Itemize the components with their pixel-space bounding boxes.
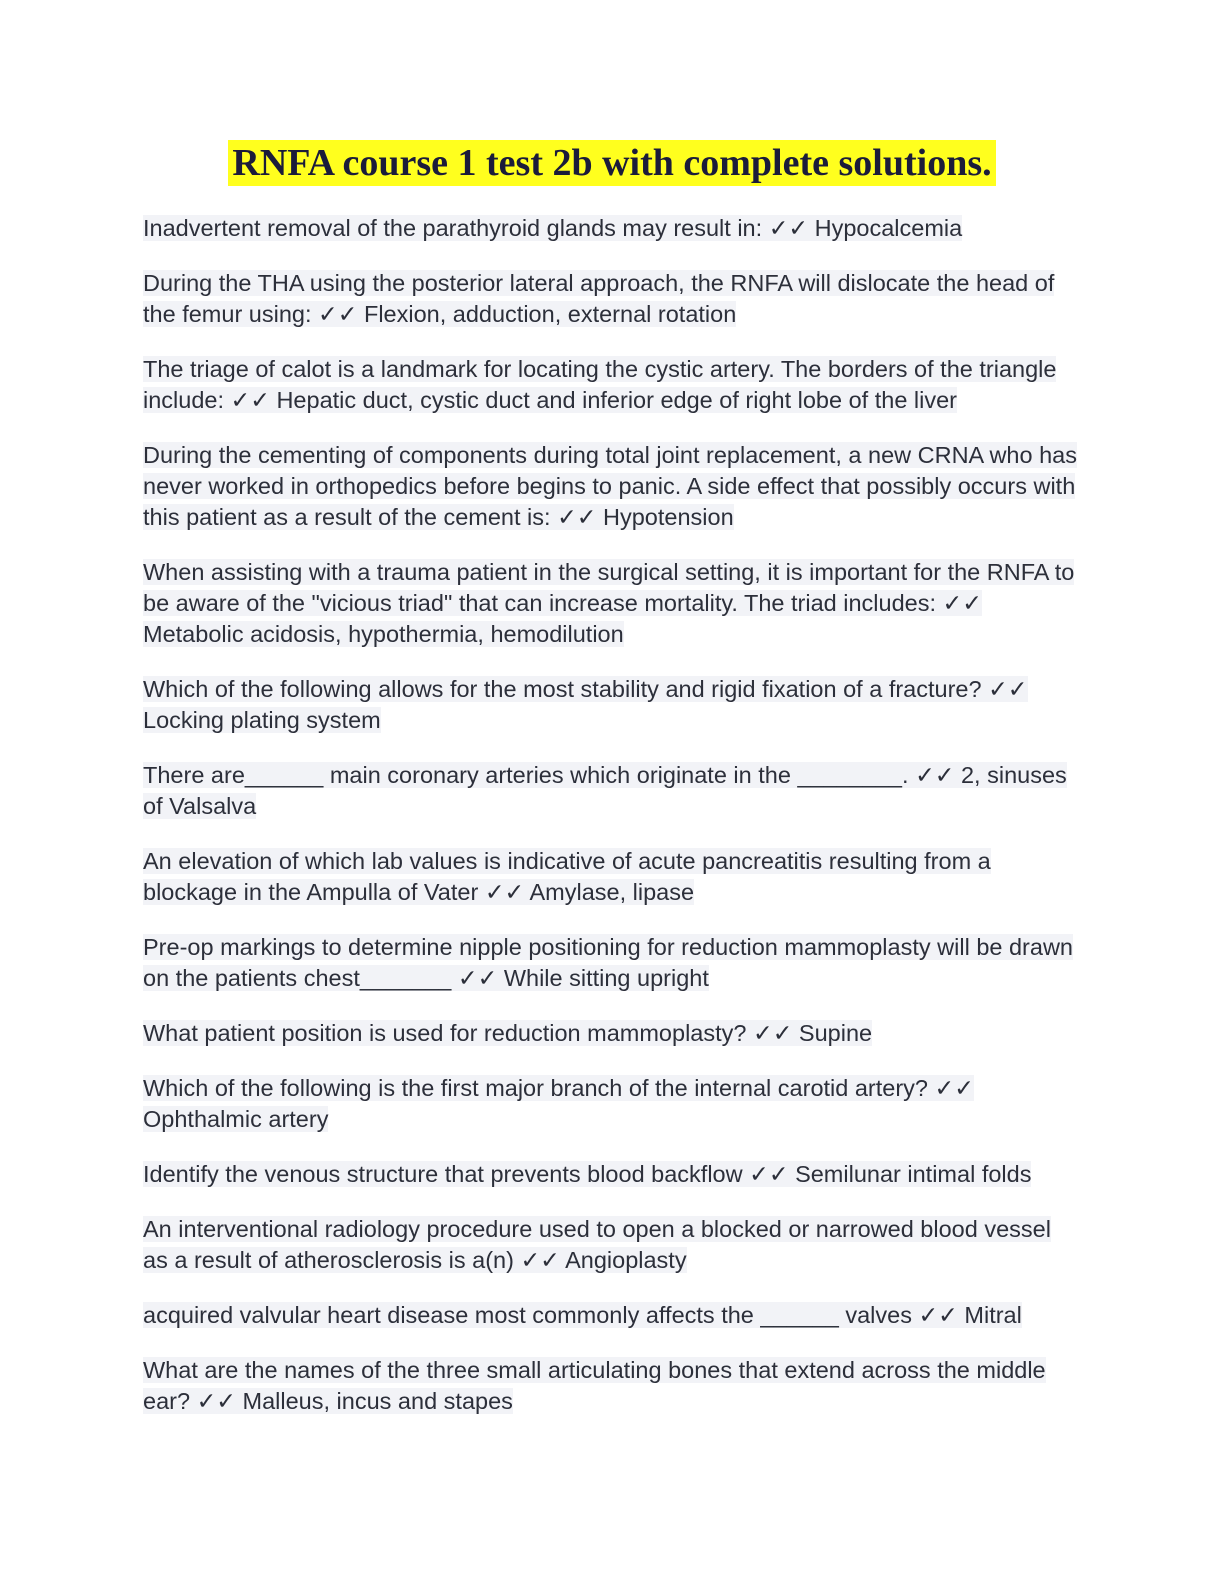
qa-item [143, 268, 1078, 330]
qa-item-highlight [143, 1216, 1051, 1273]
question-text: What patient position is used for reduction mammoplasty? [143, 1020, 747, 1046]
qa-item-highlight [143, 848, 991, 905]
answer-text: Semilunar intimal folds [795, 1161, 1032, 1187]
qa-item [143, 932, 1078, 994]
answer-text: Flexion, adduction, external rotation [363, 301, 737, 327]
qa-item-highlight [143, 934, 1073, 991]
qa-item [143, 557, 1078, 650]
qa-item [143, 1214, 1078, 1276]
qa-item [143, 1300, 1078, 1331]
check-mark-icon: ✓✓ [918, 1302, 958, 1328]
qa-item-highlight [143, 215, 962, 241]
qa-item-highlight [143, 1357, 1046, 1414]
answer-text: Hepatic duct, cystic duct and inferior edge of right lobe of the liver [276, 387, 958, 413]
qa-item-highlight [143, 442, 1077, 530]
question-text: Inadvertent removal of the parathyroid glands may result in: [143, 215, 763, 241]
qa-item-highlight [143, 1020, 872, 1046]
check-mark-icon: ✓✓ [768, 215, 809, 241]
qa-item-highlight [143, 1302, 1022, 1328]
question-text: Pre-op markings to determine nipple positioning for reduction mammoplasty will be drawn on the patients chest_______ [143, 934, 1073, 991]
answer-text: Angioplasty [565, 1247, 687, 1273]
question-text: An interventional radiology procedure used to open a blocked or narrowed blood vessel as a result of atherosclerosis is a(n) [143, 1216, 1051, 1273]
qa-item [143, 1159, 1078, 1190]
question-text: Which of the following allows for the most stability and rigid fixation of a fracture? [143, 676, 982, 702]
qa-item [143, 1355, 1078, 1417]
answer-text: Mitral [964, 1302, 1022, 1328]
qa-item [143, 674, 1078, 736]
qa-item-highlight [143, 559, 1074, 647]
check-mark-icon: ✓✓ [484, 879, 525, 905]
check-mark-icon: ✓✓ [196, 1388, 236, 1414]
qa-item [143, 760, 1078, 822]
question-text: An elevation of which lab values is indicative of acute pancreatitis resulting from a blockage in the Ampulla of Vater [143, 848, 991, 905]
check-mark-icon: ✓✓ [557, 504, 597, 530]
answer-text: Ophthalmic artery [143, 1106, 329, 1132]
question-text: Identify the venous structure that prevents blood backflow [143, 1161, 743, 1187]
qa-item [143, 213, 1078, 244]
answer-text: 2, sinuses of Valsalva [143, 762, 1067, 819]
qa-item-highlight [143, 676, 1028, 733]
question-text: During the cementing of components during total joint replacement, a new CRNA who has never worked in orthopedics before begins to panic. A side effect that possibly occurs with this patient as a result of the cement is: [143, 442, 1077, 530]
answer-text: Supine [798, 1020, 873, 1046]
check-mark-icon: ✓✓ [230, 387, 270, 413]
qa-item [143, 846, 1078, 908]
qa-item-highlight [143, 270, 1054, 327]
answer-text: Malleus, incus and stapes [242, 1388, 513, 1414]
question-text: When assisting with a trauma patient in the surgical setting, it is important for the RNFA to be aware of the "vicious triad" that can increase mortality. The triad includes: [143, 559, 1075, 616]
qa-item-highlight [143, 762, 1067, 819]
qa-item [143, 354, 1078, 416]
qa-item [143, 1018, 1078, 1049]
check-mark-icon: ✓✓ [749, 1161, 789, 1187]
answer-text: Metabolic acidosis, hypothermia, hemodilution [143, 621, 624, 647]
answer-text: Hypotension [603, 504, 734, 530]
answer-text: Hypocalcemia [814, 215, 963, 241]
question-text: acquired valvular heart disease most commonly affects the ______ valves [143, 1302, 912, 1328]
check-mark-icon: ✓✓ [915, 762, 955, 788]
check-mark-icon: ✓✓ [520, 1247, 560, 1273]
question-text: There are______ main coronary arteries which originate in the ________. [143, 762, 909, 788]
check-mark-icon: ✓✓ [988, 676, 1028, 702]
qa-item-highlight [143, 1075, 974, 1132]
answer-text: While sitting upright [503, 965, 709, 991]
question-text: Which of the following is the first major branch of the internal carotid artery? [143, 1075, 929, 1101]
question-text: What are the names of the three small articulating bones that extend across the middle ear? [143, 1357, 1046, 1414]
answer-text: Locking plating system [143, 707, 381, 733]
check-mark-icon: ✓✓ [934, 1075, 974, 1101]
check-mark-icon: ✓✓ [942, 590, 982, 616]
qa-item [143, 1073, 1078, 1135]
qa-item [143, 440, 1078, 533]
qa-item-highlight [143, 356, 1056, 413]
page-title: RNFA course 1 test 2b with complete solutions. [228, 140, 995, 186]
check-mark-icon: ✓✓ [318, 301, 358, 327]
check-mark-icon: ✓✓ [457, 965, 498, 991]
question-text: During the THA using the posterior lateral approach, the RNFA will dislocate the head of the femur using: [143, 270, 1055, 327]
check-mark-icon: ✓✓ [753, 1020, 793, 1046]
qa-item-highlight [143, 1161, 1031, 1187]
title-container [0, 140, 1224, 186]
qa-list [143, 213, 1078, 1441]
question-text: The triage of calot is a landmark for locating the cystic artery. The borders of the triangle include: [143, 356, 1057, 413]
answer-text: Amylase, lipase [529, 879, 695, 905]
